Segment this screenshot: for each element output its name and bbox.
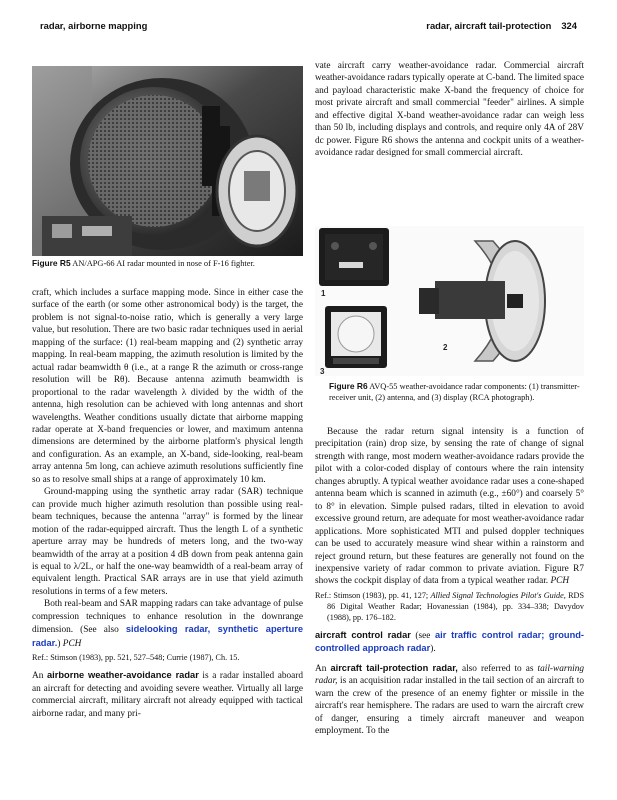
paragraph-sar: Ground-mapping using the synthetic array radar (SAR) technique can provide much higher azimuth resolution than possible using real-beam techniques, because the antenna "array" is formed by the linear motion of the radar-equipped aircraft. Thus the length L of a synthetic aperture array may be hundreds of meters long, and the two-way beamwidth of the array at a position 4 dB down from peak antenna gain is equal to λ/2L, or half the one-way beamwidth of a real-beam array of equivalent length. Practical SAR arrays are in use that yield azimuth resolutions in terms of a few meters. [32, 487, 303, 597]
callout-3: 3 [320, 367, 325, 376]
headword-airborne-weather-avoidance: airborne weather-avoidance radar [46, 670, 199, 681]
reference-mapping: Ref.: Stimson (1983), pp. 521, 527–548; Currie (1987), Ch. 15. [32, 653, 240, 663]
figure-r6-caption [329, 381, 584, 403]
pulse-compression-text: Both real-beam and SAR mapping radars can take advantage of pulse compression techniques to enhance resolution in the downrange dimension. (See also [32, 599, 303, 636]
radar-nose-photo [32, 66, 303, 256]
left-column [32, 287, 303, 720]
entry-prefix: An [32, 671, 44, 682]
entry-prefix-2: An [315, 663, 327, 674]
running-head-right-term: radar, aircraft tail-protection [426, 20, 552, 31]
callout-1: 1 [321, 289, 326, 298]
figure-r6-photo [315, 226, 584, 376]
entry-airborne-weather-avoidance [32, 669, 303, 720]
callout-2: 2 [443, 343, 448, 352]
rain-intensity-text: Because the radar return signal intensity is a function of precipitation (rain) drop size, by sensing the rate of change of signal strength with range, most modern weather-avoidance radars provide the pilot with a color-coded display of contours where the rain intensity changes abruptly. A typical weather avoidance radar uses a cone-shaped antenna beam which is scanned in azimuth (e.g., ±60°) and coarsely 5° to 8° in elevation. Simple pulsed radars, tilted in elevation to avoid excessive ground return, are adequate for most weather-avoidance radar applications. More sophisticated MTI and pulsed doppler techniques can be used to accurately measure wind shear within a rainstorm and reject ground return, but these features are generally not found on the inexpensive variety of radar common to private aviation. Figure R7 shows the cockpit display of data from a typical weather radar. [315, 427, 584, 587]
figure-r5-label: Figure R5 [32, 258, 71, 268]
figure-r5-caption-text: AN/APG-66 AI radar mounted in nose of F-16 fighter. [72, 259, 255, 268]
running-head [40, 20, 577, 34]
entry-text: is a radar installed aboard an aircraft for detecting and avoiding severe weather. Virtually all large commercial aircraft, military aircraft not already equipped with tactical airborne radar, and many pri- [32, 671, 303, 719]
pulse-compression-close: ) [57, 638, 61, 649]
paragraph-pulse-compression [32, 598, 303, 650]
link-sidelooking-radar[interactable]: sidelooking radar, synthetic aperture radar. [32, 624, 303, 648]
alt-term-tail-warning: tail-warning radar, [315, 663, 585, 687]
headword-aircraft-control-radar: aircraft control radar [315, 629, 411, 640]
right-column-lower [315, 426, 584, 738]
running-head-right [426, 20, 577, 31]
figure-r6-label: Figure R6 [329, 381, 368, 391]
ref2-title: Allied Signal Technologies Pilot's Guide, [430, 590, 566, 600]
headword-aircraft-tail-protection: aircraft tail-protection radar, [330, 662, 458, 673]
running-head-left: radar, airborne mapping [40, 20, 148, 31]
author-initials-2: PCH [550, 576, 570, 587]
right-column [315, 60, 584, 160]
entry-aircraft-control-radar [315, 629, 584, 656]
see-also-close: ). [430, 644, 436, 655]
ref2-part-a: Ref.: Stimson (1983), pp. 41, 127; [315, 590, 429, 600]
entry-mid: also referred to as [461, 663, 534, 674]
entry-aircraft-tail-protection [315, 662, 584, 738]
figure-r6-caption-text: AVQ-55 weather-avoidance radar components: (1) transmitter-receiver unit, (2) antenna, and (3) display (RCA photograph). [329, 382, 580, 402]
link-air-traffic-control-radar[interactable]: air traffic control radar; [434, 629, 545, 640]
link-ground-controlled-approach-radar[interactable]: ground-controlled approach radar [315, 629, 585, 654]
paragraph-weather-radar-continued: vate aircraft carry weather-avoidance radar. Commercial aircraft weather-avoidance radars typically operate at C-band. The limited space and payload characteristic make X-band the frequency of choice for most private aircraft and small commercial "feeder" airlines. A simple and effective digital X-band weather-avoidance radar can weigh less than 50 lb, including displays and controls, and require only 4A of 28V dc power. Figure R6 shows the antenna and cockpit units of a weather-avoidance radar designed for small commercial aircraft. [315, 61, 584, 159]
see-also: (see [415, 630, 431, 641]
author-initials: PCH [62, 638, 82, 649]
page-number: 324 [561, 20, 577, 31]
ref2-part-b: RDS 86 Digital Weather Radar; Hovanessian (1984), pp. 334–338; Davydov (1988), pp. 176–182. [327, 590, 585, 622]
paragraph-mapping-resolution: craft, which includes a surface mapping mode. Since in either case the surface of the earth (or some other astronomical body) is the target, the problem is not signal-to-noise ratio, which is generally a very large value, but resolution. There are two basic radar techniques used in aerial mapping of the surface: (1) real-beam mapping and (2) synthetic array mapping. In real-beam mapping, the azimuth resolution is limited by the actual radar beamwidth θ (i.e., at a range R the azimuth or cross-range resolution will be Rθ). Because antenna azimuth beamwidth is proportional to the radar wavelength λ divided by the width of the antenna, high resolution can be achieved with long antennas and short wavelengths. Weather conditions usually dictate that airborne mapping radar operate at X-band frequencies or lower, and maximum antenna dimensions are determined by the airborne platform's physical length and configuration. As an example, an X-band, side-looking, real-beam array antenna 5m long, can achieve azimuth resolutions sufficiently fine so as to resolve small ships at a range of approximately 10 km. [32, 288, 303, 485]
paragraph-rain-intensity [315, 426, 584, 588]
entry-text-2: is an acquisition radar installed in the tail section of an aircraft to warn the crew of the presence of an enemy fighter or missile in the aircraft's rear hemisphere. The radars are used to warn the aircraft crew of danger, ensuring a timely aircraft maneuver and weapon employment. To the [315, 676, 585, 737]
figure-r5-caption [32, 258, 303, 269]
reference-weather-radar [315, 590, 584, 623]
figure-r5-photo [32, 66, 303, 256]
radar-components-photo [315, 226, 584, 376]
